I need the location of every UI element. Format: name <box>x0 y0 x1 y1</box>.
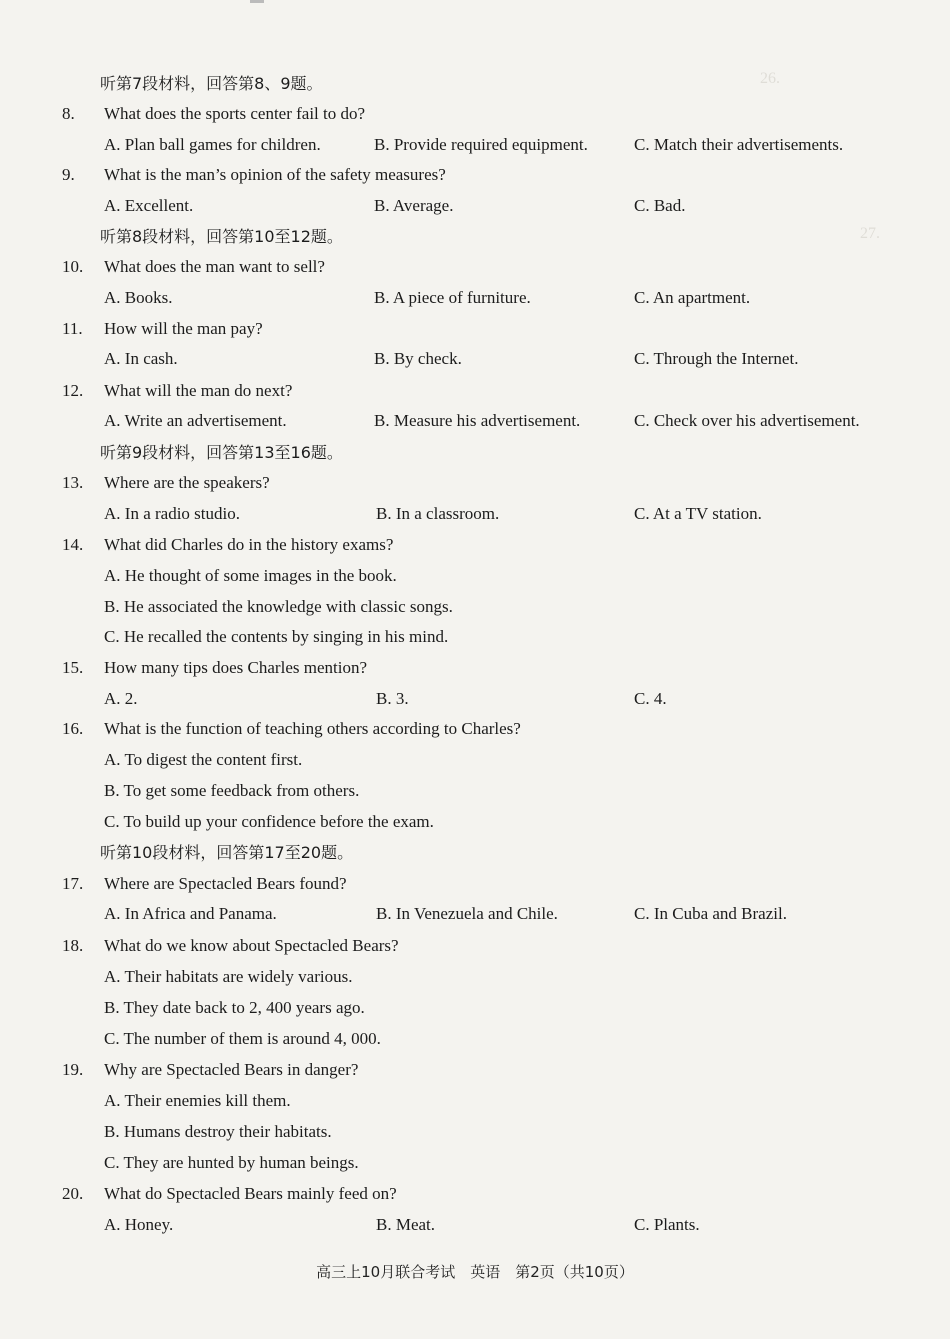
question-text: What is the function of teaching others according to Charles? <box>104 719 521 738</box>
option-c: C. Bad. <box>634 196 686 215</box>
question-number: 9. <box>62 165 75 184</box>
option-b: B. Meat. <box>376 1215 436 1234</box>
option-c: C. An apartment. <box>634 288 751 307</box>
option-c: C. In Cuba and Brazil. <box>634 904 787 923</box>
section-heading: 听第8段材料，回答第10至12题。 <box>100 227 343 246</box>
question-text: What does the sports center fail to do? <box>104 104 366 123</box>
question-number: 12. <box>62 381 84 400</box>
bleed-through <box>560 540 564 558</box>
option-b: B. In a classroom. <box>376 504 500 523</box>
option-c: C. 4. <box>634 689 667 708</box>
option-a: A. In a radio studio. <box>104 504 240 523</box>
option-b: B. In Venezuela and Chile. <box>376 904 558 923</box>
question-number: 18. <box>62 936 84 955</box>
option-b: B. A piece of furniture. <box>374 288 531 307</box>
option-b: B. He associated the knowledge with classic songs. <box>104 597 453 616</box>
bleed-through: 26. <box>760 70 780 87</box>
question-text: Where are the speakers? <box>104 473 270 492</box>
option-b: B. Humans destroy their habitats. <box>104 1122 332 1141</box>
option-b: B. They date back to 2, 400 years ago. <box>104 998 365 1017</box>
question-text: What did Charles do in the history exams? <box>104 535 394 554</box>
question-text: What do we know about Spectacled Bears? <box>104 936 399 955</box>
option-c: C. The number of them is around 4, 000. <box>104 1029 381 1048</box>
option-a: A. 2. <box>104 689 138 708</box>
option-a: A. Books. <box>104 288 173 307</box>
option-a: A. Excellent. <box>104 196 194 215</box>
question-text: Why are Spectacled Bears in danger? <box>104 1060 359 1079</box>
option-a: A. Their habitats are widely various. <box>104 967 353 986</box>
option-a: A. In cash. <box>104 349 178 368</box>
page-footer: 高三上10月联合考试 英语 第2页（共10页） <box>316 1263 634 1281</box>
bleed-through: 27. <box>860 225 880 242</box>
question-text: Where are Spectacled Bears found? <box>104 874 347 893</box>
option-c: C. Plants. <box>634 1215 700 1234</box>
option-c: C. Check over his advertisement. <box>634 411 860 430</box>
section-heading: 听第7段材料，回答第8、9题。 <box>100 74 323 93</box>
option-b: B. 3. <box>376 689 409 708</box>
question-number: 10. <box>62 257 84 276</box>
option-c: C. They are hunted by human beings. <box>104 1153 359 1172</box>
option-a: A. To digest the content first. <box>104 750 303 769</box>
option-c: C. He recalled the contents by singing in his mind. <box>104 627 449 646</box>
option-c: C. Match their advertisements. <box>634 135 844 154</box>
question-text: What does the man want to sell? <box>104 257 325 276</box>
question-text: What will the man do next? <box>104 381 293 400</box>
option-a: A. He thought of some images in the book. <box>104 566 397 585</box>
option-b: B. To get some feedback from others. <box>104 781 360 800</box>
option-c: C. Through the Internet. <box>634 349 799 368</box>
option-a: A. Plan ball games for children. <box>104 135 321 154</box>
option-b: B. Provide required equipment. <box>374 135 588 154</box>
question-number: 15. <box>62 658 84 677</box>
section-heading: 听第10段材料，回答第17至20题。 <box>100 843 354 862</box>
question-number: 8. <box>62 104 75 123</box>
option-b: B. By check. <box>374 349 462 368</box>
question-text: How will the man pay? <box>104 319 263 338</box>
question-text: What is the man’s opinion of the safety measures? <box>104 165 446 184</box>
question-number: 16. <box>62 719 84 738</box>
question-number: 20. <box>62 1184 84 1203</box>
option-a: A. Write an advertisement. <box>104 411 287 430</box>
option-b: B. Measure his advertisement. <box>374 411 581 430</box>
question-text: What do Spectacled Bears mainly feed on? <box>104 1184 397 1203</box>
question-number: 13. <box>62 473 84 492</box>
question-number: 19. <box>62 1060 84 1079</box>
question-number: 11. <box>62 319 83 338</box>
option-a: A. Honey. <box>104 1215 174 1234</box>
option-a: A. In Africa and Panama. <box>104 904 277 923</box>
option-a: A. Their enemies kill them. <box>104 1091 291 1110</box>
question-number: 14. <box>62 535 84 554</box>
question-number: 17. <box>62 874 84 893</box>
option-c: C. To build up your confidence before the exam. <box>104 812 434 831</box>
question-text: How many tips does Charles mention? <box>104 658 367 677</box>
scan-mark <box>250 0 264 3</box>
section-heading: 听第9段材料，回答第13至16题。 <box>100 443 343 462</box>
option-b: B. Average. <box>374 196 454 215</box>
option-c: C. At a TV station. <box>634 504 762 523</box>
